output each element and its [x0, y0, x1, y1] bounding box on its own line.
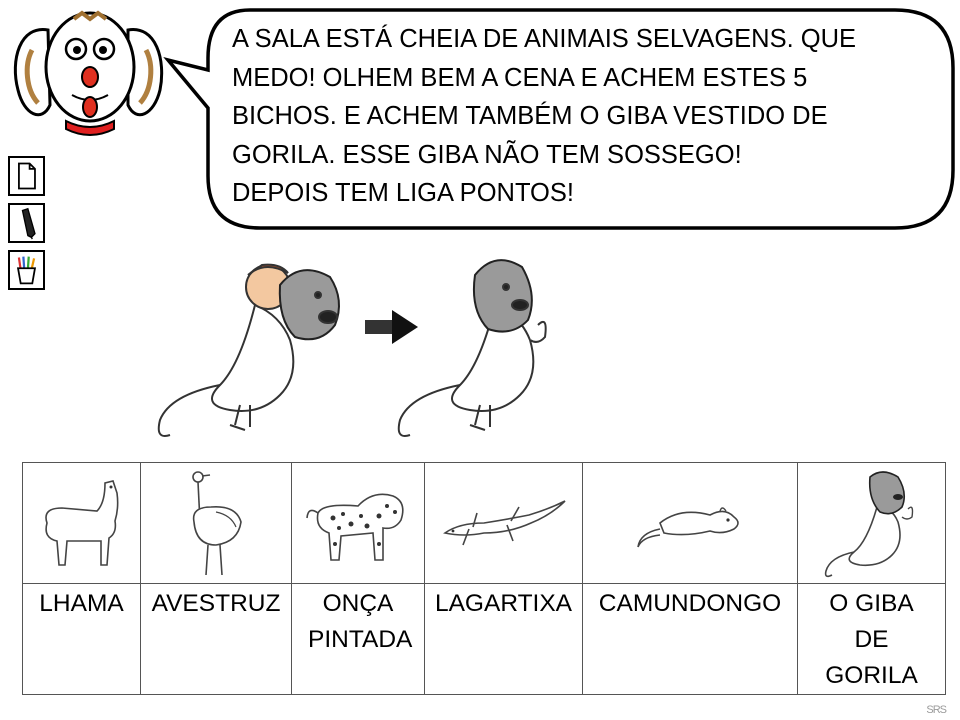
- dog-mascot-icon: [10, 5, 170, 140]
- author-signature: SRS: [926, 704, 946, 716]
- animals-table: [22, 462, 946, 695]
- animal-label: CAMUNDONGO: [583, 584, 798, 695]
- crayon-cup-icon: [10, 252, 43, 288]
- ostrich-icon: [176, 467, 256, 579]
- animal-label-text: ONÇA PINTADA: [308, 590, 413, 653]
- animal-label: AVESTRUZ: [141, 584, 292, 695]
- instruction-line: MEDO! OLHEM BEM A CENA E ACHEM ESTES 5: [232, 63, 808, 92]
- mouse-cell[interactable]: [583, 463, 798, 584]
- giba-gorilla-cell[interactable]: [798, 463, 946, 584]
- mouse-icon: [630, 493, 750, 553]
- ostrich-cell[interactable]: [141, 463, 292, 584]
- arrow-icon: [365, 310, 418, 344]
- animal-label: LHAMA: [23, 584, 141, 695]
- pencil-button[interactable]: [8, 203, 45, 243]
- llama-cell[interactable]: [23, 463, 141, 584]
- giba-gorilla-icon: [822, 467, 922, 579]
- animal-label: [292, 584, 425, 695]
- giba-costume-scene: [150, 245, 570, 445]
- jaguar-cell[interactable]: [292, 463, 425, 584]
- instruction-line: BICHOS. E ACHEM TAMBÉM O GIBA VESTIDO DE: [232, 102, 828, 130]
- lizard-cell[interactable]: [425, 463, 583, 584]
- lizard-icon: [439, 493, 569, 553]
- instructions-text: [232, 20, 932, 213]
- jaguar-icon: [303, 478, 413, 568]
- page-button[interactable]: [8, 156, 45, 196]
- instruction-line: DEPOIS TEM LIGA PONTOS!: [232, 179, 574, 207]
- crayons-button[interactable]: [8, 250, 45, 290]
- giba-as-gorilla: [399, 260, 546, 436]
- giba-with-mask: [159, 265, 339, 436]
- animal-label: LAGARTIXA: [425, 584, 583, 695]
- instruction-line: GORILA. ESSE GIBA NÃO TEM SOSSEGO!: [232, 140, 742, 169]
- instruction-line: A SALA ESTÁ CHEIA DE ANIMAIS SELVAGENS. QUE: [232, 25, 857, 53]
- page-icon: [10, 158, 43, 194]
- pencil-icon: [10, 205, 43, 241]
- animal-label: [798, 584, 946, 695]
- animal-label-text: O GIBA DE GORILA: [825, 590, 918, 689]
- llama-icon: [27, 473, 137, 573]
